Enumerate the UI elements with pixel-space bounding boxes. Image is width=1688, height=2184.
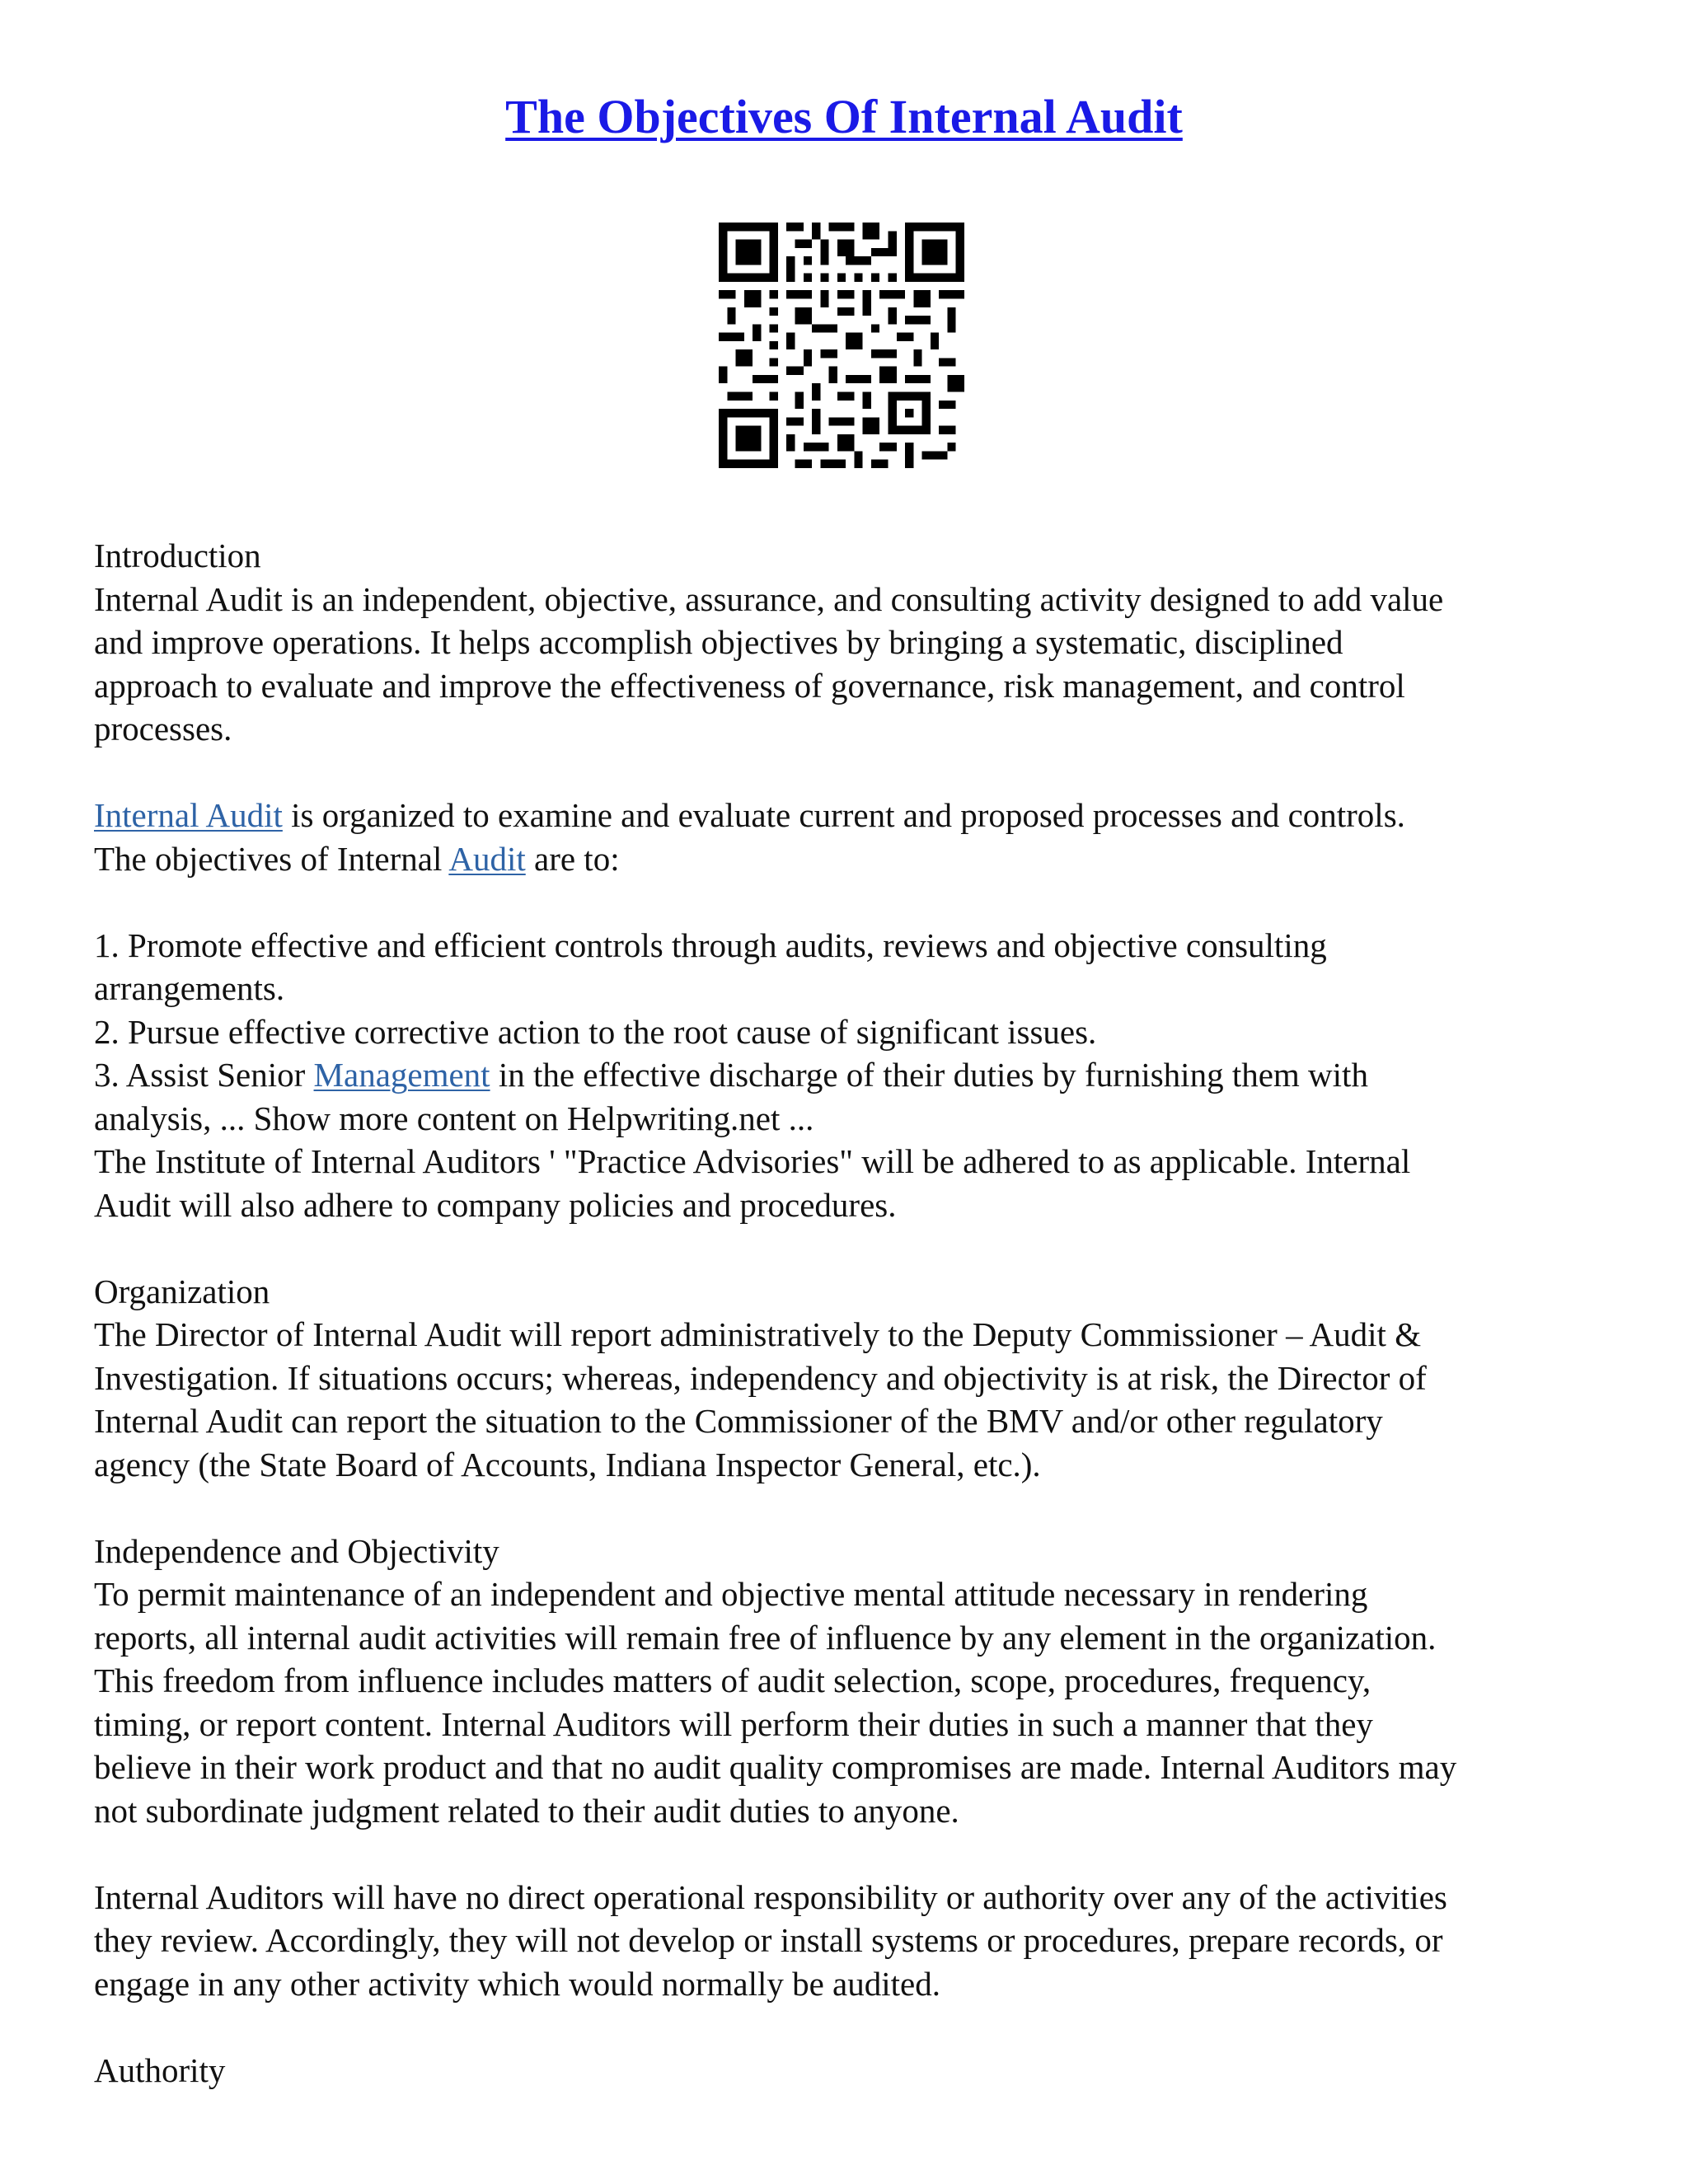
- audit-link[interactable]: Audit: [448, 839, 526, 878]
- paragraph-line: [94, 794, 1627, 837]
- list-item-3-continued: analysis, ... Show more content on Helpwriting.net ...: [94, 1099, 814, 1137]
- section-heading-authority: Authority: [94, 2050, 226, 2089]
- paragraph-text: are to:: [525, 839, 620, 878]
- paragraph-line: [94, 837, 1627, 881]
- title-container: [0, 89, 1688, 144]
- list-item-2: 2. Pursue effective corrective action to the root cause of significant issues.: [94, 1012, 1097, 1051]
- section-heading-introduction: Introduction: [94, 537, 261, 574]
- paragraph-text: 3. Assist Senior: [94, 1056, 314, 1094]
- paragraph-line: Internal Audit is an independent, objective, assurance, and consulting activity designed to add value: [94, 579, 1444, 618]
- paragraph-spacer: [94, 1832, 1627, 1876]
- internal-audit-link[interactable]: Internal Audit: [94, 796, 283, 834]
- paragraph-line: and improve operations. It helps accomplish objectives by bringing a systematic, disciplined: [94, 623, 1343, 661]
- paragraph-spacer: [94, 1486, 1627, 1530]
- paragraph-line: reports, all internal audit activities will remain free of influence by any element in the organization.: [94, 1618, 1437, 1657]
- paragraph-spacer: [94, 880, 1627, 924]
- paragraph-spacer: [94, 2005, 1627, 2049]
- qr-code-icon: [719, 223, 964, 468]
- paragraph-line: To permit maintenance of an independent and objective mental attitude necessary in rendering: [94, 1575, 1368, 1613]
- section-heading-independence: Independence and Objectivity: [94, 1531, 499, 1570]
- paragraph-line: This freedom from influence includes matters of audit selection, scope, procedures, frequency,: [94, 1661, 1372, 1699]
- section-heading-organization: Organization: [94, 1272, 270, 1310]
- list-item-1: 1. Promote effective and efficient controls through audits, reviews and objective consulting: [94, 926, 1327, 964]
- paragraph-line: believe in their work product and that no audit quality compromises are made. Internal Auditors may: [94, 1748, 1457, 1786]
- paragraph-line: Internal Auditors will have no direct operational responsibility or authority over any of the activities: [94, 1877, 1447, 1916]
- paragraph-spacer: [94, 1226, 1627, 1270]
- page-title-link[interactable]: The Objectives Of Internal Audit: [505, 90, 1183, 143]
- paragraph-text: The objectives of Internal: [94, 839, 449, 878]
- list-item-1-continued: arrangements.: [94, 969, 285, 1007]
- paragraph-line: Audit will also adhere to company policies and procedures.: [94, 1185, 897, 1224]
- paragraph-line: Internal Audit can report the situation to the Commissioner of the BMV and/or other regulatory: [94, 1402, 1383, 1440]
- paragraph-line: The Institute of Internal Auditors ' "Practice Advisories" will be adhered to as applicable. Internal: [94, 1142, 1411, 1180]
- paragraph-line: agency (the State Board of Accounts, Indiana Inspector General, etc.).: [94, 1445, 1041, 1483]
- paragraph-line: approach to evaluate and improve the effectiveness of governance, risk management, and control: [94, 666, 1405, 705]
- paragraph-spacer: [94, 751, 1627, 794]
- paragraph-line: timing, or report content. Internal Auditors will perform their duties in such a manner that they: [94, 1704, 1373, 1743]
- paragraph-text: is organized to examine and evaluate current and proposed processes and controls.: [282, 796, 1405, 834]
- paragraph-line: engage in any other activity which would normally be audited.: [94, 1964, 940, 2003]
- paragraph-line: not subordinate judgment related to their audit duties to anyone.: [94, 1791, 959, 1830]
- paragraph-line: Investigation. If situations occurs; whereas, independency and objectivity is at risk, the Director of: [94, 1358, 1427, 1397]
- list-item-3: [94, 1053, 1627, 1097]
- paragraph-line: The Director of Internal Audit will report administratively to the Deputy Commissioner – Audit &: [94, 1315, 1422, 1353]
- paragraph-line: processes.: [94, 710, 232, 748]
- article-body: [94, 534, 1627, 2092]
- management-link[interactable]: Management: [313, 1056, 490, 1094]
- paragraph-text: in the effective discharge of their duties by furnishing them with: [490, 1056, 1368, 1094]
- paragraph-line: they review. Accordingly, they will not develop or install systems or procedures, prepare records, or: [94, 1921, 1443, 1959]
